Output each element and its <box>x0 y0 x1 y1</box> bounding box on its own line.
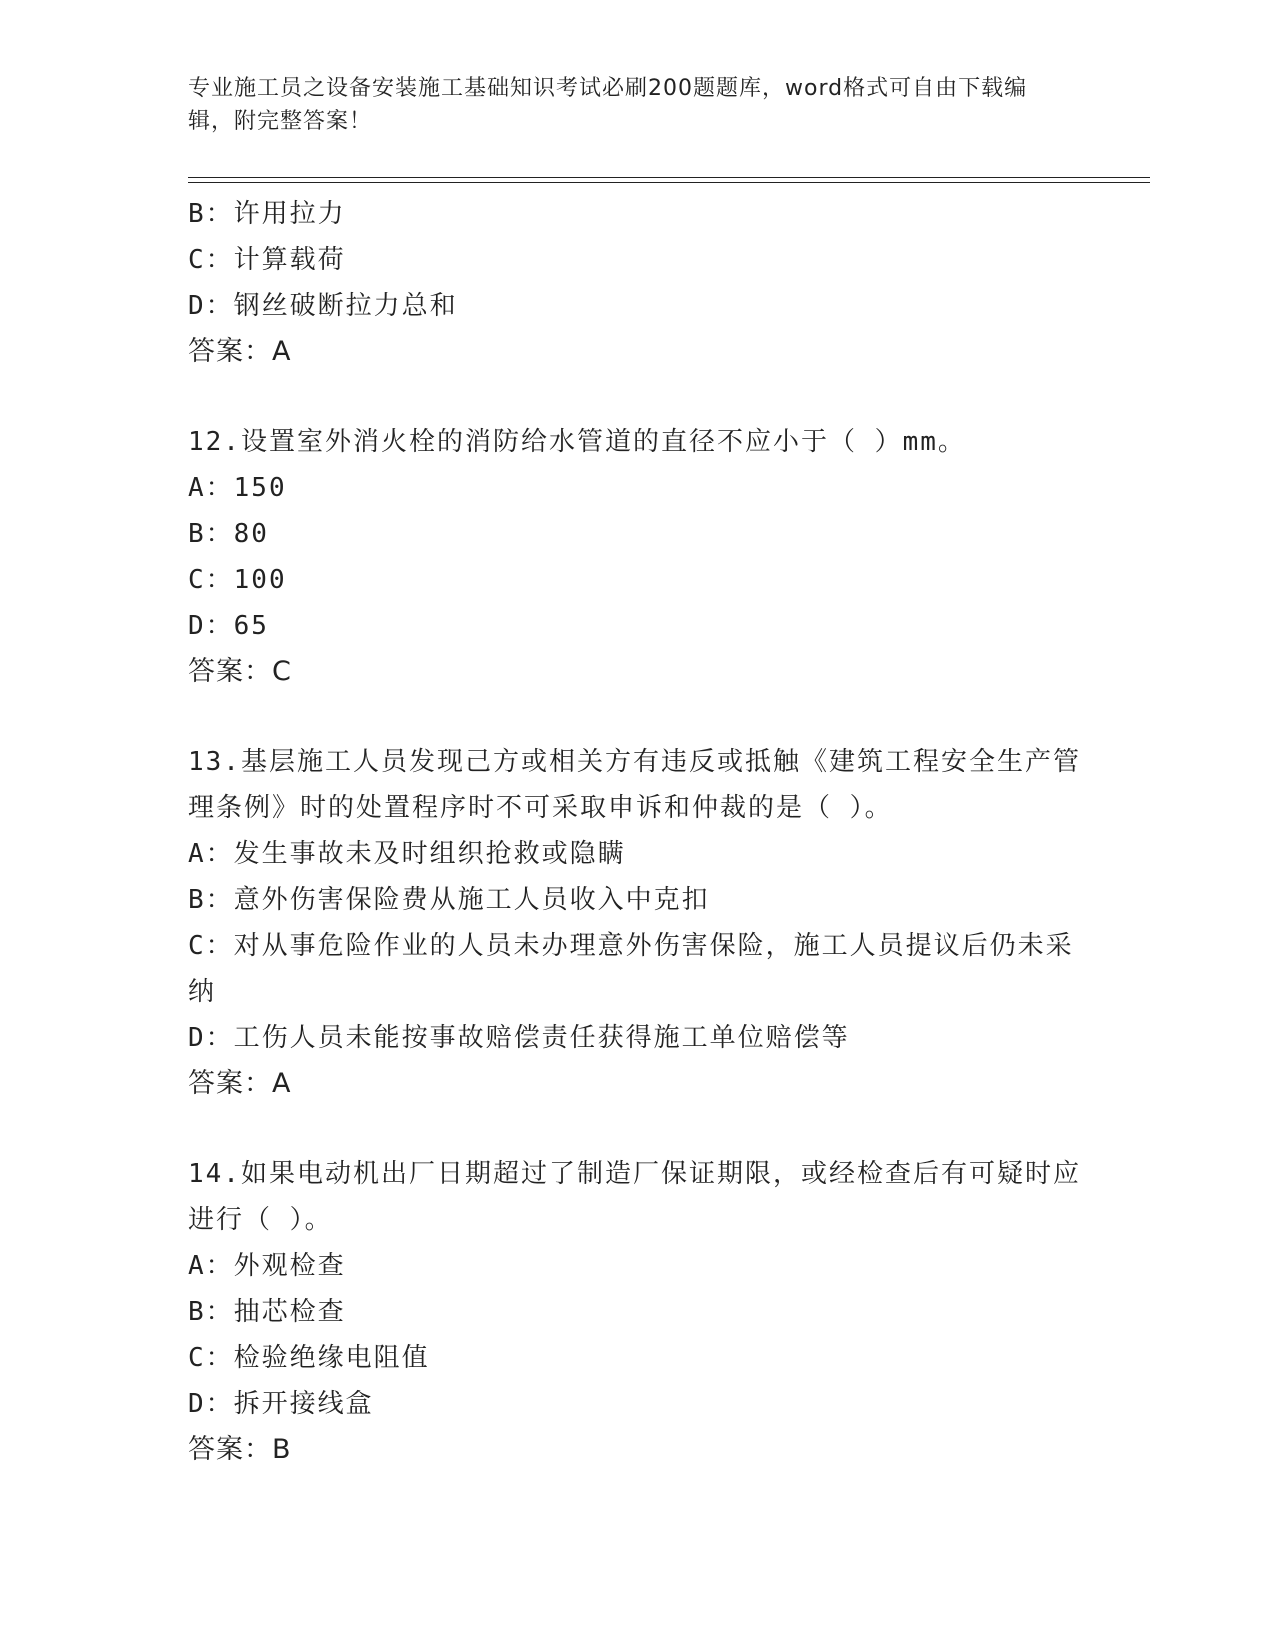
header-divider-top <box>188 177 1150 178</box>
answer: 答案：A <box>188 1068 292 1099</box>
question-list <box>188 191 1088 1473</box>
answer: 答案：C <box>188 656 292 687</box>
partial-question-11 <box>188 191 1088 375</box>
option-d: D：钢丝破断拉力总和 <box>188 291 458 321</box>
option-d: D：工伤人员未能按事故赔偿责任获得施工单位赔偿等 <box>188 1023 850 1053</box>
option-a: A：外观检查 <box>188 1251 346 1281</box>
answer: 答案：B <box>188 1434 292 1465</box>
option-a: A：150 <box>188 473 287 503</box>
question-stem: 13.基层施工人员发现己方或相关方有违反或抵触《建筑工程安全生产管理条例》时的处置程序时不可采取申诉和仲裁的是（ ）。 <box>188 747 1081 823</box>
option-d: D：65 <box>188 611 269 641</box>
header-title: 专业施工员之设备安装施工基础知识考试必刷200题题库，word格式可自由下载编辑，附完整答案！ <box>188 76 1028 134</box>
option-a: A：发生事故未及时组织抢救或隐瞒 <box>188 839 626 869</box>
option-b: B：意外伤害保险费从施工人员收入中克扣 <box>188 885 710 915</box>
option-b: B：80 <box>188 519 269 549</box>
option-c: C：对从事危险作业的人员未办理意外伤害保险，施工人员提议后仍未采纳 <box>188 931 1074 1007</box>
question-12 <box>188 419 1088 695</box>
question-13 <box>188 739 1088 1107</box>
option-b: B：许用拉力 <box>188 199 346 229</box>
question-stem: 12.设置室外消火栓的消防给水管道的直径不应小于（ ）mm。 <box>188 427 966 457</box>
option-d: D：拆开接线盒 <box>188 1389 374 1419</box>
header-divider-bottom <box>188 182 1150 183</box>
question-stem: 14.如果电动机出厂日期超过了制造厂保证期限，或经检查后有可疑时应进行（ ）。 <box>188 1159 1081 1235</box>
option-c: C：100 <box>188 565 287 595</box>
option-c: C：计算载荷 <box>188 245 346 275</box>
question-14 <box>188 1151 1088 1473</box>
option-c: C：检验绝缘电阻值 <box>188 1343 430 1373</box>
document-header <box>188 72 1068 138</box>
answer: 答案：A <box>188 336 292 367</box>
option-b: B：抽芯检查 <box>188 1297 346 1327</box>
